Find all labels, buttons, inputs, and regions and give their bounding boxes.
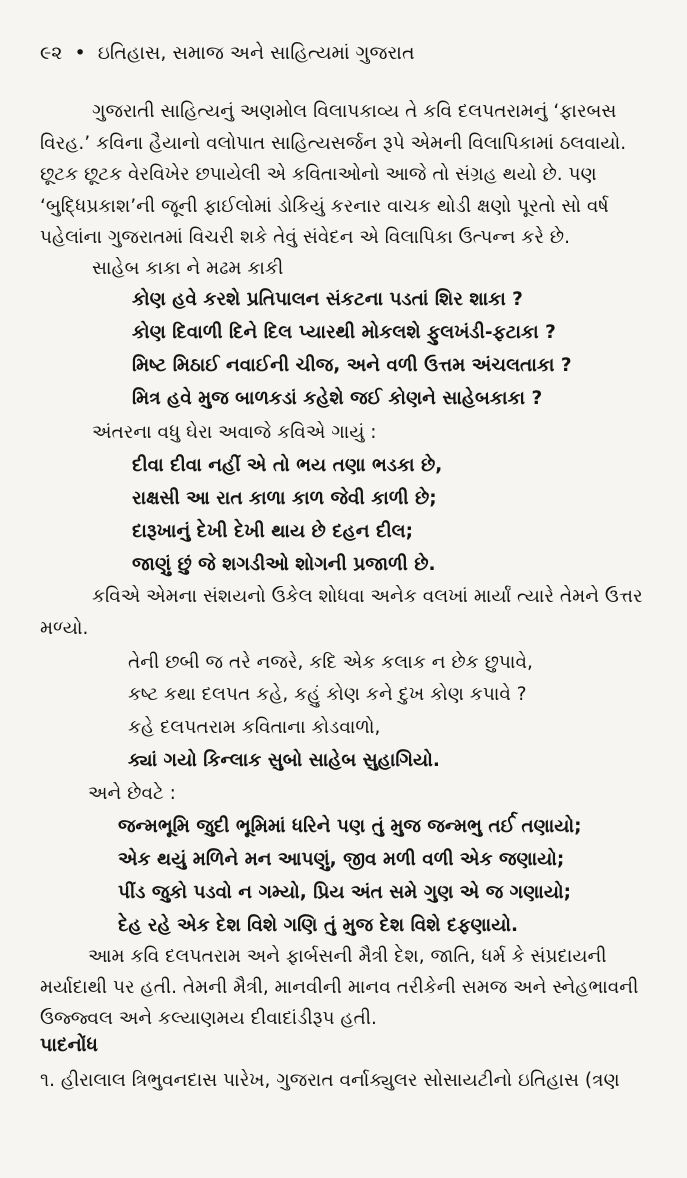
verse-3-line-2: કષ્ટ કથા દલપત કહે, કહું કોણ કને દુખ કોણ કપાવે ? (128, 684, 527, 705)
verse-1-line-4: મિત્ર હવે મુજ બાળકડાં કહેશે જઈ કોણને સાહેબકાકા ? (132, 388, 543, 409)
paragraph-3-line-2: મર્યાદાથી પર હતી. તેમની મૈત્રી, માનવીની માનવ તરીકેની સમજ અને સ્નેહભાવની (40, 977, 639, 998)
verse-4-line-3: પીંડ જુકો પડવો ન ગમ્યો, પ્રિય અંત સમે ગુણ એ જ ગણાયો; (118, 882, 572, 903)
verse-3-line-1: તેની છબી જ તરે નજરે, કદિ એક કલાક ન છેક છુપાવે, (128, 652, 533, 673)
verse-4-intro: અને છેવટે : (88, 783, 176, 804)
verse-4-line-1: જન્મભૂમિ જુદી ભૂમિમાં ધરિને પણ તું મુજ જન્મભુ તર્ઈ તણાયો; (118, 816, 582, 837)
verse-1-line-2: કોણ દિવાળી દિને દિલ પ્યારથી મોકલશે ફુલખંડી-ફટાકા ? (132, 322, 556, 343)
paragraph-2-line-2: મળ્યો. (40, 618, 89, 639)
paragraph-1: ગુજરાતી સાહિત્યનું અણમોલ વિલાપકાવ્ય તે કવિ દલપતરામનું ‘ફારબસ વિરહ.’ કવિના હૈયાનો વલોપાત સાહિત્યસર્જન રૂપે એમની વિલાપિકામાં ઠલવાયો. છૂટક છૂટક વેરવિખેર છપાયેલી એ કવિતાઓનો આજે તો સંગ્રહ થયો છે. પણ ‘બુદ્ધિપ્રકાશ’ની જૂની ફાઈલોમાં ડોકિયું કરનાર વાચક થોડી ક્ષણો પૂરતો સો વર્ષ પહેલાંના ગુજરાતમાં વિચરી શકે તેવું સંવેદન એ વિલાપિકા ઉત્પન્ન કરે છે. (40, 101, 627, 248)
verse-4-line-2: એક થયું મળિને મન આપણું, જીવ મળી વળી એક જણાયો; (118, 849, 565, 870)
verse-2-line-2: રાક્ષસી આ રાત કાળા કાળ જેવી કાળી છે; (132, 488, 437, 509)
verse-3-line-4: ક્યાં ગયો કિન્લાક સુબો સાહેબ સુહાગિયો. (128, 750, 440, 771)
verse-4-line-4: દેહ રહે એક દેશ વિશે ગણિ તું મુજ દેશ વિશે દફણાયો. (118, 915, 519, 936)
verse-1-line-1: કોણ હવે કરશે પ્રતિપાલન સંકટના પડતાં શિર શાકા ? (132, 289, 523, 310)
paragraph-2-line-1: કવિએ એમના સંશયનો ઉકેલ શોધવા અનેક વલખાં માર્યાં ત્યારે તેમને ઉત્તર (92, 586, 643, 607)
verse-1-intro: સાહેબ કાકા ને મઢમ કાકી (92, 258, 284, 279)
paragraph-3-line-3: ઉજ્જ્વલ અને કલ્યાણમય દીવાદાંડીરૂપ હતી. (40, 1008, 377, 1029)
verse-2-intro: અંતરના વધુ ઘેરા અવાજે કવિએ ગાયું : (92, 422, 377, 443)
verse-1-line-3: મિષ્ટ મિઠાઈ નવાઈની ચીજ, અને વળી ઉત્તમ અંચલતાકા ? (132, 355, 572, 376)
paragraph-3-line-1: આમ કવિ દલપતરામ અને ફાર્બસની મૈત્રી દેશ, જાતિ, ધર્મ કે સંપ્રદાયની (88, 946, 607, 967)
verse-2-line-3: દારૂખાનું દેખી દેખી થાય છે દહન દીલ; (132, 521, 414, 542)
footnote-1: ૧. હીરાલાલ ત્રિભુવનદાસ પારેખ, ગુજરાત વર્નાક્યુલર સોસાયટીનો ઇતિહાસ (ત્રણ (40, 1070, 620, 1091)
header-title: ઇતિહાસ, સમાજ અને સાહિત્યમાં ગુજરાત (97, 42, 415, 64)
verse-2-line-1: દીવા દીવા નહીં એ તો ભય તણા ભડકા છે, (132, 455, 443, 476)
verse-2-line-4: જાણું છું જે શગડીઓ શોગની પ્રજાળી છે. (132, 554, 436, 575)
running-header (40, 42, 415, 64)
footnotes-heading: પાદનોંધ (40, 1034, 98, 1056)
page-number: ૯૨ (40, 42, 63, 64)
verse-3-line-3: કહે દલપતરામ કવિતાના કોડવાળો, (128, 717, 381, 738)
header-bullet: • (74, 42, 86, 64)
